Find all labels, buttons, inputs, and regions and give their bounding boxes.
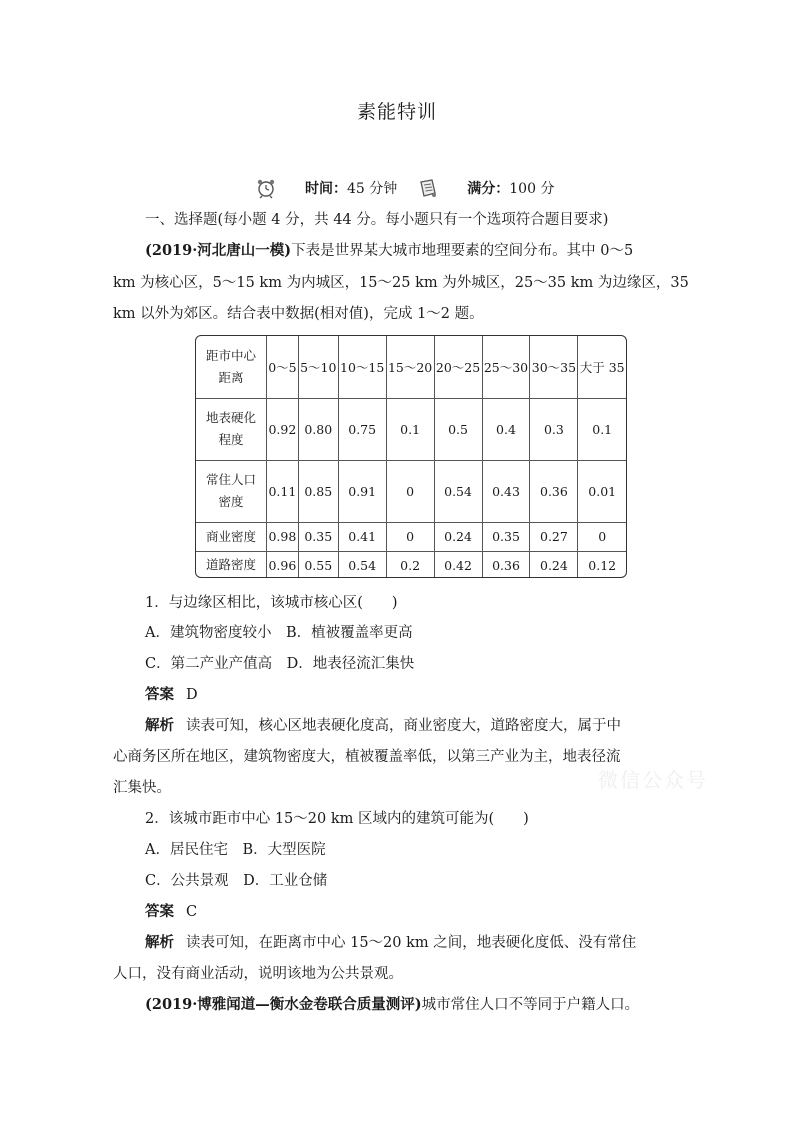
intro1-line1 — [145, 236, 633, 266]
table-header-cell: 大于 35 — [578, 336, 626, 398]
question-1-explain-line2: 心商务区所在地区，建筑物密度大，植被覆盖率低，以第三产业为主，地表径流 — [113, 749, 621, 765]
intro2-line — [145, 990, 639, 1020]
alarm-clock-icon — [255, 177, 277, 199]
table-cell: 0.35 — [482, 522, 530, 551]
table-row — [196, 522, 626, 551]
table-cell: 0.36 — [482, 551, 530, 578]
table-cell: 0.43 — [482, 460, 530, 522]
question-1-options-cd: C．第二产业产值高 D．地表径流汇集快 — [145, 656, 415, 672]
table-cell: 0.55 — [298, 551, 338, 578]
table-row-label: 道路密度 — [196, 551, 267, 578]
intro2-text: 城市常住人口不等同于户籍人口。 — [421, 997, 640, 1013]
section-heading: 一、选择题(每小题 4 分，共 44 分。每小题只有一个选项符合题目要求) — [145, 212, 609, 228]
explain-text: 读表可知，核心区地表硬化度高，商业密度大，道路密度大，属于中 — [186, 718, 621, 734]
table-cell: 0 — [578, 522, 626, 551]
explain-text: 读表可知，在距离市中心 15～20 km 之间，地表硬化度低、没有常住 — [186, 935, 637, 951]
table-cell: 0.2 — [386, 551, 434, 578]
answer-label: 答案 — [145, 686, 174, 703]
table-cell: 0.42 — [434, 551, 482, 578]
table-cell: 0.27 — [530, 522, 578, 551]
table-cell: 0.36 — [530, 460, 578, 522]
table-header-row — [196, 336, 626, 398]
table-row — [196, 460, 626, 522]
answer-value: C — [186, 904, 198, 920]
intro1-source: (2019·河北唐山一模) — [145, 242, 292, 259]
question-2-explain-line1 — [145, 928, 636, 958]
table-cell: 0.11 — [267, 460, 299, 522]
watermark: 微信公众号 — [598, 768, 708, 792]
table-header-cell: 30～35 — [530, 336, 578, 398]
table-header-cell: 10～15 — [338, 336, 386, 398]
score-value: 100 分 — [509, 181, 555, 197]
scroll-paper-icon — [417, 177, 439, 199]
intro1-line3: km 以外为郊区。结合表中数据(相对值)，完成 1～2 题。 — [113, 306, 484, 322]
explain-label: 解析 — [145, 717, 174, 734]
table-cell: 0.54 — [338, 551, 386, 578]
question-2-stem: 2．该城市距市中心 15～20 km 区域内的建筑可能为( ) — [145, 811, 529, 827]
question-1-stem: 1．与边缘区相比，该城市核心区( ) — [145, 595, 398, 611]
table-cell: 0.35 — [298, 522, 338, 551]
time-value: 45 分钟 — [347, 181, 398, 197]
question-2-options-cd: C．公共景观 D．工业仓储 — [145, 873, 328, 889]
table-row-label: 商业密度 — [196, 522, 267, 551]
table-cell: 0.75 — [338, 398, 386, 460]
intro1-line1-text: 下表是世界某大城市地理要素的空间分布。其中 0～5 — [291, 243, 634, 259]
table-cell: 0.85 — [298, 460, 338, 522]
table-cell: 0.12 — [578, 551, 626, 578]
table-cell: 0.41 — [338, 522, 386, 551]
table-row-label: 常住人口 密度 — [196, 460, 267, 522]
question-1-options-ab: A．建筑物密度较小 B．植被覆盖率更高 — [145, 625, 413, 641]
time-label: 时间： — [305, 181, 347, 197]
table-row — [196, 551, 626, 578]
table-cell: 0 — [386, 460, 434, 522]
table-row-label: 地表硬化 程度 — [196, 398, 267, 460]
table-header-cell: 25～30 — [482, 336, 530, 398]
table-cell: 0.5 — [434, 398, 482, 460]
table-cell: 0.24 — [530, 551, 578, 578]
intro2-source: (2019·博雅闻道—衡水金卷联合质量测评) — [145, 996, 422, 1013]
table-header-cell: 15～20 — [386, 336, 434, 398]
table-header-cell: 20～25 — [434, 336, 482, 398]
table-cell: 0.80 — [298, 398, 338, 460]
question-1-explain-line1 — [145, 711, 621, 741]
answer-label: 答案 — [145, 903, 174, 920]
table-cell: 0.1 — [386, 398, 434, 460]
table-cell: 0.3 — [530, 398, 578, 460]
page-title: 素能特训 — [356, 101, 437, 123]
question-2-answer — [145, 897, 197, 927]
table-cell: 0.24 — [434, 522, 482, 551]
table-cell: 0.54 — [434, 460, 482, 522]
answer-value: D — [186, 687, 198, 703]
table-cell: 0.1 — [578, 398, 626, 460]
table-cell: 0.96 — [267, 551, 299, 578]
table-row — [196, 398, 626, 460]
table-cell: 0.4 — [482, 398, 530, 460]
table-cell: 0.98 — [267, 522, 299, 551]
question-1-answer — [145, 680, 198, 710]
intro1-line2: km 为核心区，5～15 km 为内城区，15～25 km 为外城区，25～35 km 为边缘区，35 — [113, 275, 689, 291]
table-header-cell: 5～10 — [298, 336, 338, 398]
question-2-options-ab: A．居民住宅 B．大型医院 — [145, 842, 326, 858]
explain-label: 解析 — [145, 934, 174, 951]
table-header-cell: 距市中心 距离 — [196, 336, 267, 398]
table-cell: 0.91 — [338, 460, 386, 522]
table-cell: 0.01 — [578, 460, 626, 522]
score-label: 满分： — [467, 181, 510, 197]
question-2-explain-line2: 人口，没有商业活动，说明该地为公共景观。 — [113, 966, 403, 982]
table-header-cell: 0～5 — [267, 336, 299, 398]
data-table — [195, 335, 627, 578]
table-cell: 0.92 — [267, 398, 299, 460]
question-1-explain-line3: 汇集快。 — [113, 780, 171, 796]
table-cell: 0 — [386, 522, 434, 551]
exam-meta — [255, 176, 554, 200]
